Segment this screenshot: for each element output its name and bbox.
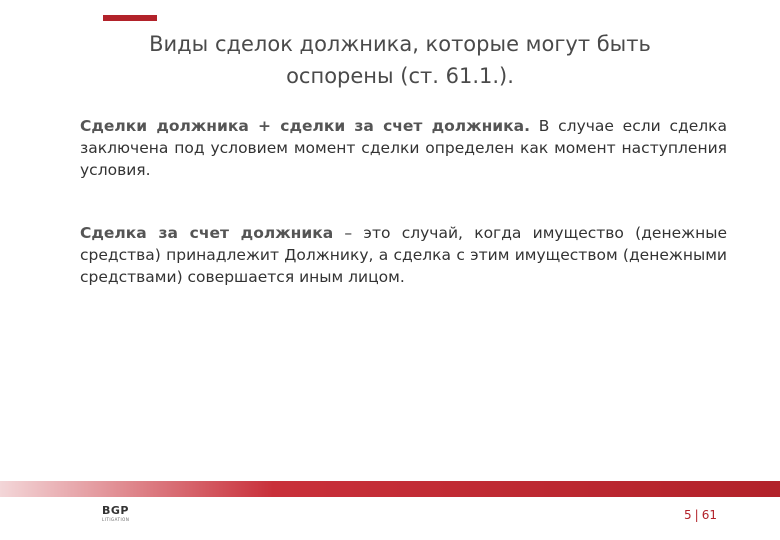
paragraph-1 — [80, 115, 727, 181]
page-total: 61 — [701, 508, 717, 522]
logo-letters: BGP — [102, 504, 129, 517]
paragraph-2 — [80, 222, 727, 288]
footer-band — [0, 481, 780, 497]
bgp-logo — [102, 505, 142, 525]
page-separator: | — [694, 508, 699, 522]
title-accent-bar — [103, 15, 157, 21]
logo-subtext: LITIGATION — [102, 517, 130, 522]
paragraph-1-text: В случае если сделка заключена под условием момент сделки определен как момент наступления условия. — [80, 117, 727, 179]
slide-title-line-1: Виды сделок должника, которые могут быть — [149, 32, 651, 56]
paragraph-1-lead: Сделки должника + сделки за счет должника. — [80, 117, 531, 135]
page-number — [684, 508, 717, 522]
paragraph-2-text: – это случай, когда имущество (денежные средства) принадлежит Должнику, а сделка с этим имуществом (денежными средствами) совершается иным лицом. — [80, 224, 727, 286]
slide-title-line-2: оспорены (ст. 61.1.). — [286, 64, 514, 88]
paragraph-2-lead: Сделка за счет должника — [80, 224, 334, 242]
slide-title — [120, 28, 680, 92]
page-current: 5 — [684, 508, 692, 522]
